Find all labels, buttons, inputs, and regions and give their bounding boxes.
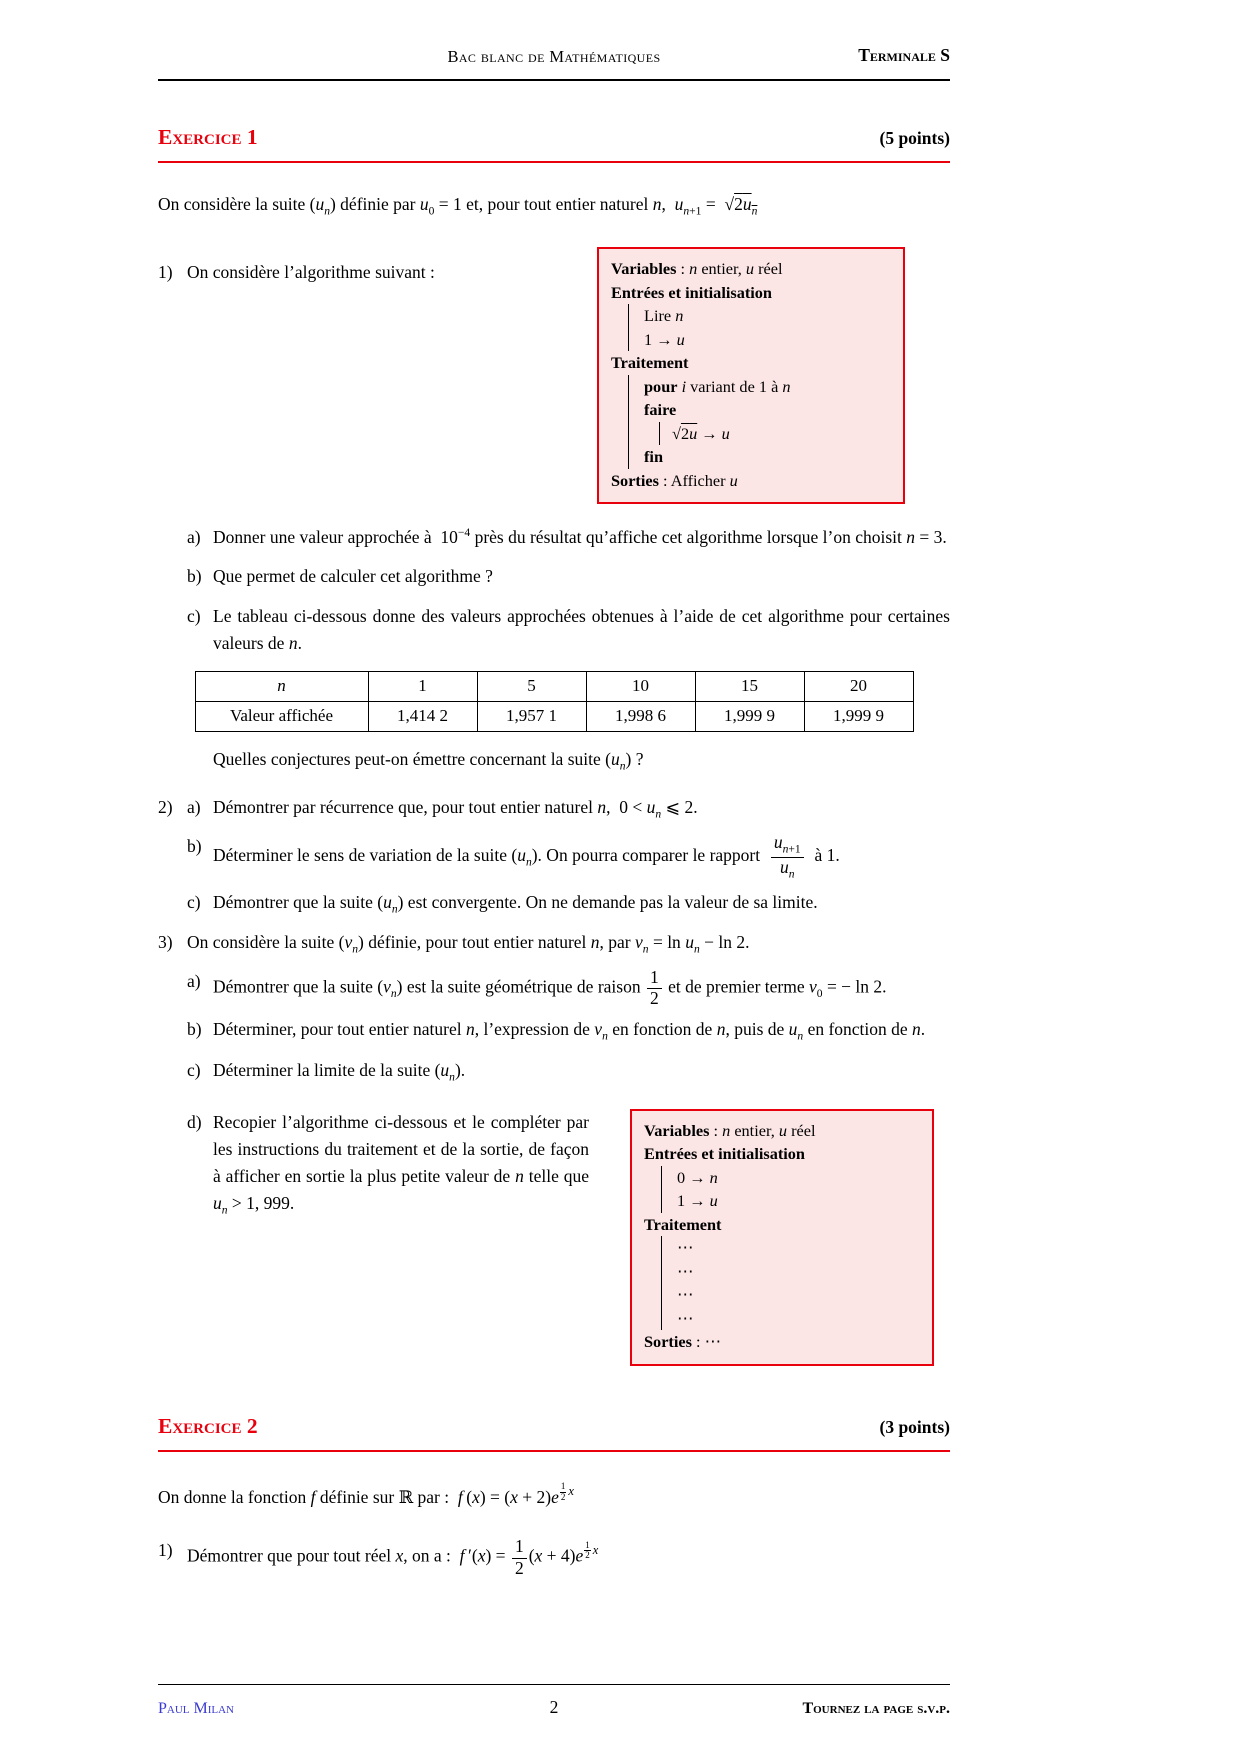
algo2-init-block <box>661 1166 922 1213</box>
footer-page-number: 2 <box>549 1697 559 1717</box>
question-2a-label: a) <box>187 797 201 818</box>
question-1c <box>187 603 950 657</box>
question-2b-label: b) <box>187 835 202 856</box>
footer-turn-page: Tournez la page s.v.p. <box>802 1700 950 1717</box>
algo1-sorties: Sorties : Afficher u <box>611 470 738 490</box>
algo1-loop-block <box>628 375 893 469</box>
exercise2-points: (3 points) <box>879 1416 950 1437</box>
question-3d-text: Recopier l’algorithme ci-dessous et le compléter par les instructions du traitement et de la sortie, de façon à afficher en sortie la plus petite valeur de n telle que $u_n > 1$, 999. <box>213 1111 589 1217</box>
question-3d-row <box>213 1109 976 1366</box>
algo1-traitement: Traitement <box>611 353 689 373</box>
question-3b-text: Déterminer, pour tout entier naturel n, l’expression de $v_n$ en fonction de n, puis de $u_n$ en fonction de n. <box>213 1019 926 1043</box>
algorithm-box-1 <box>597 247 905 504</box>
exercise2-question-1-text: Démontrer que pour tout réel x, on a : f ′(x) = $\frac{1}{2}$ (x + 4)e $\frac{1}{2}$ x <box>187 1536 599 1578</box>
table-cell: 1,999 9 <box>695 701 804 731</box>
question-1b-label: b) <box>187 566 202 587</box>
question-2a-text: Démontrer par récurrence que, pour tout entier naturel n, $0 < u_n$ ⩽ 2. <box>213 797 698 821</box>
algo2-dots-3: ⋯ <box>677 1285 694 1305</box>
algo1-init-line-2: 1 → u <box>644 329 685 349</box>
algo1-corps: √2u → u <box>672 423 730 443</box>
question-3-label: 3) <box>158 932 173 953</box>
question-3a <box>187 968 950 1009</box>
question-3-text: On considère la suite $(v_n)$ définie, pour tout entier naturel n, par $v_n = \ln u_n - \ln 2$. <box>187 932 750 956</box>
question-2c-label: c) <box>187 891 201 912</box>
question-1-text: On considère l’algorithme suivant : <box>187 262 435 283</box>
table-cell: 1,414 2 <box>368 701 477 731</box>
table-cell: 1,998 6 <box>586 701 695 731</box>
algo2-dots-1: ⋯ <box>677 1238 694 1258</box>
exercise2-question-1 <box>158 1537 950 1578</box>
algo1-pour: pour i variant de 1 à n <box>644 376 791 396</box>
algo1-entrees: Entrées et initialisation <box>611 282 772 302</box>
exercise2-question-1-label: 1) <box>158 1540 173 1561</box>
algo1-fin: fin <box>644 447 664 467</box>
table-row-values <box>195 701 913 731</box>
table-cell: 15 <box>695 671 804 701</box>
algo2-sorties: Sorties : ⋯ <box>644 1332 721 1352</box>
algo2-variables: Variables : n entier, u réel <box>644 1120 816 1140</box>
exercise2-title: Exercice 2 <box>158 1413 258 1438</box>
footer-author: Paul Milan <box>158 1700 235 1717</box>
algo2-init-line-1: 0 → n <box>677 1167 718 1187</box>
question-1c-text: Le tableau ci-dessous donne des valeurs approchées obtenues à l’aide de cet algorithme pour certaines valeurs de n. <box>213 605 950 653</box>
exercise2-intro: On donne la fonction f définie sur ℝ par : f (x) = (x + 2)e $\frac{1}{2}$ x <box>158 1481 574 1508</box>
exercise1-intro: On considère la suite $(u_n)$ définie par $u_0 = 1$ et, pour tout entier naturel n, $u_{n+1} = √2u_n$ <box>158 193 758 218</box>
exercise1-points: (5 points) <box>879 127 950 148</box>
question-2c <box>187 889 950 919</box>
question-3d-label: d) <box>187 1111 202 1132</box>
algorithm-box-2 <box>630 1109 934 1366</box>
page-footer <box>158 1684 950 1722</box>
question-1c-label: c) <box>187 605 201 626</box>
question-3a-label: a) <box>187 970 201 991</box>
question-2b-text: Déterminer le sens de variation de la suite $(u_n)$. On pourra comparer le rapport $\frac{u_{n+1}}{u_n}$ à 1. <box>213 831 840 881</box>
table-cell: 5 <box>477 671 586 701</box>
page-content <box>158 0 950 1578</box>
question-2c-text: Démontrer que la suite $(u_n)$ est convergente. On ne demande pas la valeur de sa limite. <box>213 891 818 916</box>
question-3c <box>187 1057 950 1087</box>
question-2a <box>158 794 950 824</box>
exercise1-title: Exercice 1 <box>158 124 258 149</box>
table-cell: n <box>195 671 368 701</box>
question-3a-text: Démontrer que la suite $(v_n)$ est la suite géométrique de raison $\frac{1}{2}$ et de premier terme $v_0$ = − ln 2. <box>213 966 887 1008</box>
question-1b-text: Que permet de calculer cet algorithme ? <box>213 566 493 587</box>
page-header <box>158 44 950 81</box>
table-cell: Valeur affichée <box>195 701 368 731</box>
exercise1-heading <box>158 121 950 163</box>
question-1a-text: Donner une valeur approchée à $10^{-4}$ près du résultat qu’affiche cet algorithme lorsque l’on choisit n = 3. <box>213 527 947 548</box>
question-3d <box>187 1109 950 1366</box>
algo1-init-block <box>628 304 893 351</box>
algo2-entrees: Entrées et initialisation <box>644 1144 805 1164</box>
question-1-label: 1) <box>158 262 173 283</box>
header-class-level: Terminale S <box>858 45 950 65</box>
table-row-header <box>195 671 913 701</box>
question-2-label: 2) <box>158 797 173 818</box>
question-3c-text: Déterminer la limite de la suite $(u_n)$. <box>213 1059 466 1084</box>
question-2b <box>187 833 950 881</box>
table-cell: 1 <box>368 671 477 701</box>
algo2-dots-2: ⋯ <box>677 1261 694 1281</box>
header-title: Bac blanc de Mathématiques <box>447 47 661 66</box>
algo2-dots-4: ⋯ <box>677 1308 694 1328</box>
algo1-faire: faire <box>644 400 677 420</box>
question-1 <box>158 259 597 504</box>
values-table <box>195 671 914 732</box>
exercise2-heading <box>158 1410 950 1452</box>
table-cell: 20 <box>804 671 913 701</box>
question-1a-label: a) <box>187 527 201 548</box>
algo1-init-line-1: Lire n <box>644 306 684 326</box>
question-3 <box>158 929 950 959</box>
table-cell: 1,999 9 <box>804 701 913 731</box>
algo1-faire-block <box>659 422 893 446</box>
question-1-row <box>158 247 950 504</box>
algo2-traitement: Traitement <box>644 1214 722 1234</box>
table-cell: 10 <box>586 671 695 701</box>
question-1a <box>187 524 950 551</box>
algo2-body-block <box>661 1236 922 1330</box>
table-cell: 1,957 1 <box>477 701 586 731</box>
question-1c-note: Quelles conjectures peut-on émettre concernant la suite $(u_n)$ ? <box>213 748 644 773</box>
question-3b <box>187 1016 950 1046</box>
algo2-init-line-2: 1 → u <box>677 1191 718 1211</box>
algo1-variables: Variables : n entier, u réel <box>611 259 783 279</box>
question-3b-label: b) <box>187 1019 202 1040</box>
question-3c-label: c) <box>187 1059 201 1080</box>
question-1b <box>187 563 950 590</box>
